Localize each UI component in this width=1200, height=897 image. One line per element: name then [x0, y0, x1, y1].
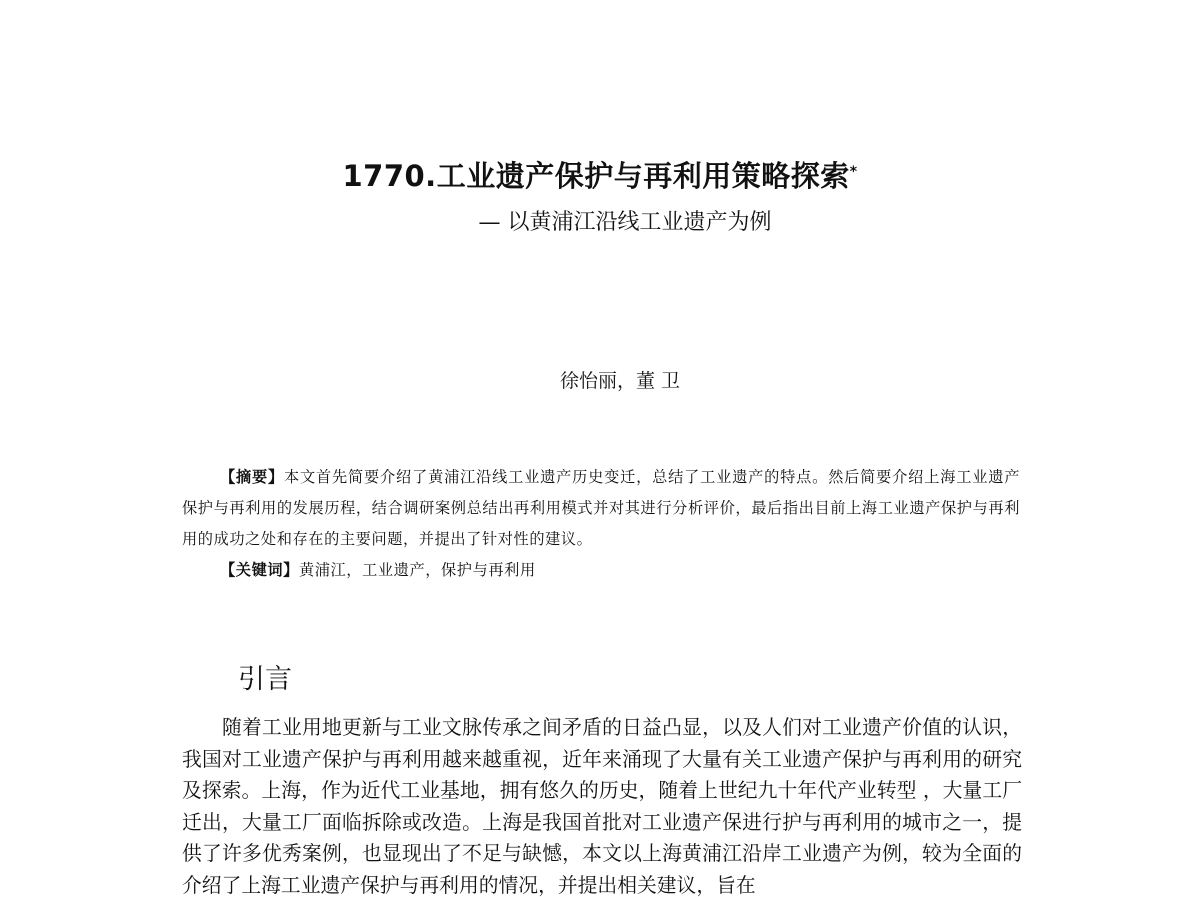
abstract-text: 本文首先简要介绍了黄浦江沿线工业遗产历史变迁，总结了工业遗产的特点。然后简要介绍上海工业遗产保护与再利用的发展历程，结合调研案例总结出再利用模式并对其进行分析评价，最后指出目前上海工业遗产保护与再利用的成功之处和存在的主要问题，并提出了针对性的建议。	[182, 468, 1020, 548]
keywords-text: 黄浦江，工业遗产，保护与再利用	[298, 561, 536, 579]
abstract-label: 【摘要】	[220, 468, 285, 486]
section-heading-introduction: 引言	[238, 664, 292, 695]
keywords-paragraph	[182, 555, 1020, 586]
keywords-label: 【关键词】	[220, 561, 299, 579]
paper-title-text: 1770.工业遗产保护与再利用策略探索	[342, 159, 850, 193]
title-footnote-mark: *	[849, 164, 858, 180]
paper-authors: 徐怡丽，董 卫	[559, 370, 681, 392]
abstract-block	[182, 462, 1020, 586]
introduction-paragraph: 随着工业用地更新与工业文脉传承之间矛盾的日益凸显，以及人们对工业遗产价值的认识，我国对工业遗产保护与再利用越来越重视，近年来涌现了大量有关工业遗产保护与再利用的研究及探索。上海，作为近代工业基地，拥有悠久的历史，随着上世纪九十年代产业转型 ，大量工厂迁出，大量工厂面临拆除或改造。上海是我国首批对工业遗产保进行护与再利用的城市之一，提供了许多优秀案例，也显现出了不足与缺憾，本文以上海黄浦江沿岸工业遗产为例，较为全面的介绍了上海工业遗产保护与再利用的情况，并提出相关建议，旨在	[182, 716, 1022, 897]
paper-subtitle: — 以黄浦江沿线工业遗产为例	[478, 210, 772, 235]
abstract-paragraph	[182, 462, 1020, 555]
paper-title	[0, 156, 1200, 196]
